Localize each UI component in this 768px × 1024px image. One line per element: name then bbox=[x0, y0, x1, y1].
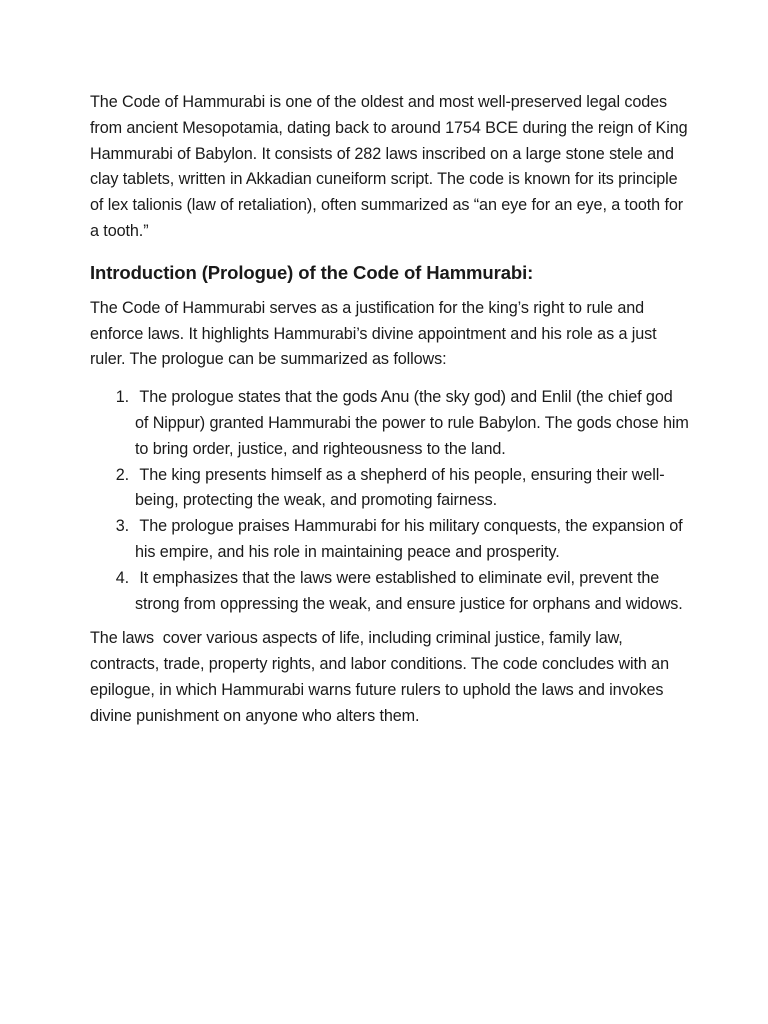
list-item bbox=[90, 566, 690, 618]
section-paragraph: The Code of Hammurabi serves as a justification for the king’s right to rule and enforce laws. It highlights Hammurabi’s divine appointment and his role as a just ruler. The prologue can be summarized as follows: bbox=[90, 298, 657, 369]
list-item-number: 4. bbox=[115, 568, 129, 587]
list-item bbox=[90, 385, 694, 462]
list-item-number: 2. bbox=[115, 465, 129, 484]
intro-paragraph: The Code of Hammurabi is one of the oldest and most well-preserved legal codes from ancient Mesopotamia, dating back to around 1754 BCE during the reign of King Hammurabi of Babylon. It consists of 282 laws inscribed on a large stone stele and clay tablets, written in Akkadian cuneiform script. The code is known for its principle of lex talionis (law of retaliation), often summarized as “an eye for an eye, a tooth for a tooth.” bbox=[90, 93, 688, 240]
list-item-text: It emphasizes that the laws were established to eliminate evil, prevent the strong from oppressing the weak, and ensure justice for orphans and widows. bbox=[135, 568, 683, 613]
prologue-list bbox=[90, 385, 694, 617]
list-item-number: 3. bbox=[115, 517, 129, 536]
list-item-text: The prologue praises Hammurabi for his military conquests, the expansion of his empire, and his role in maintaining peace and prosperity. bbox=[135, 517, 687, 561]
list-item-text: The prologue states that the gods Anu (the sky god) and Enlil (the chief god of Nippur) granted Hammurabi the power to rule Babylon. The gods chose him to bring order, justice, and righteousness to the land. bbox=[135, 388, 694, 458]
list-item-text: The king presents himself as a shepherd of his people, ensuring their well-being, protecting the weak, and promoting fairness. bbox=[135, 465, 665, 510]
list-item bbox=[90, 514, 690, 566]
section-heading: Introduction (Prologue) of the Code of Hammurabi: bbox=[90, 261, 534, 283]
document-page bbox=[90, 90, 694, 730]
closing-paragraph: The laws cover various aspects of life, including criminal justice, family law, contracts, trade, property rights, and labor conditions. The code concludes with an epilogue, in which Hammurabi warns future rulers to uphold the laws and invokes divine punishment on anyone who alters them. bbox=[90, 629, 674, 725]
list-item bbox=[90, 463, 690, 515]
list-item-number: 1. bbox=[115, 388, 129, 407]
